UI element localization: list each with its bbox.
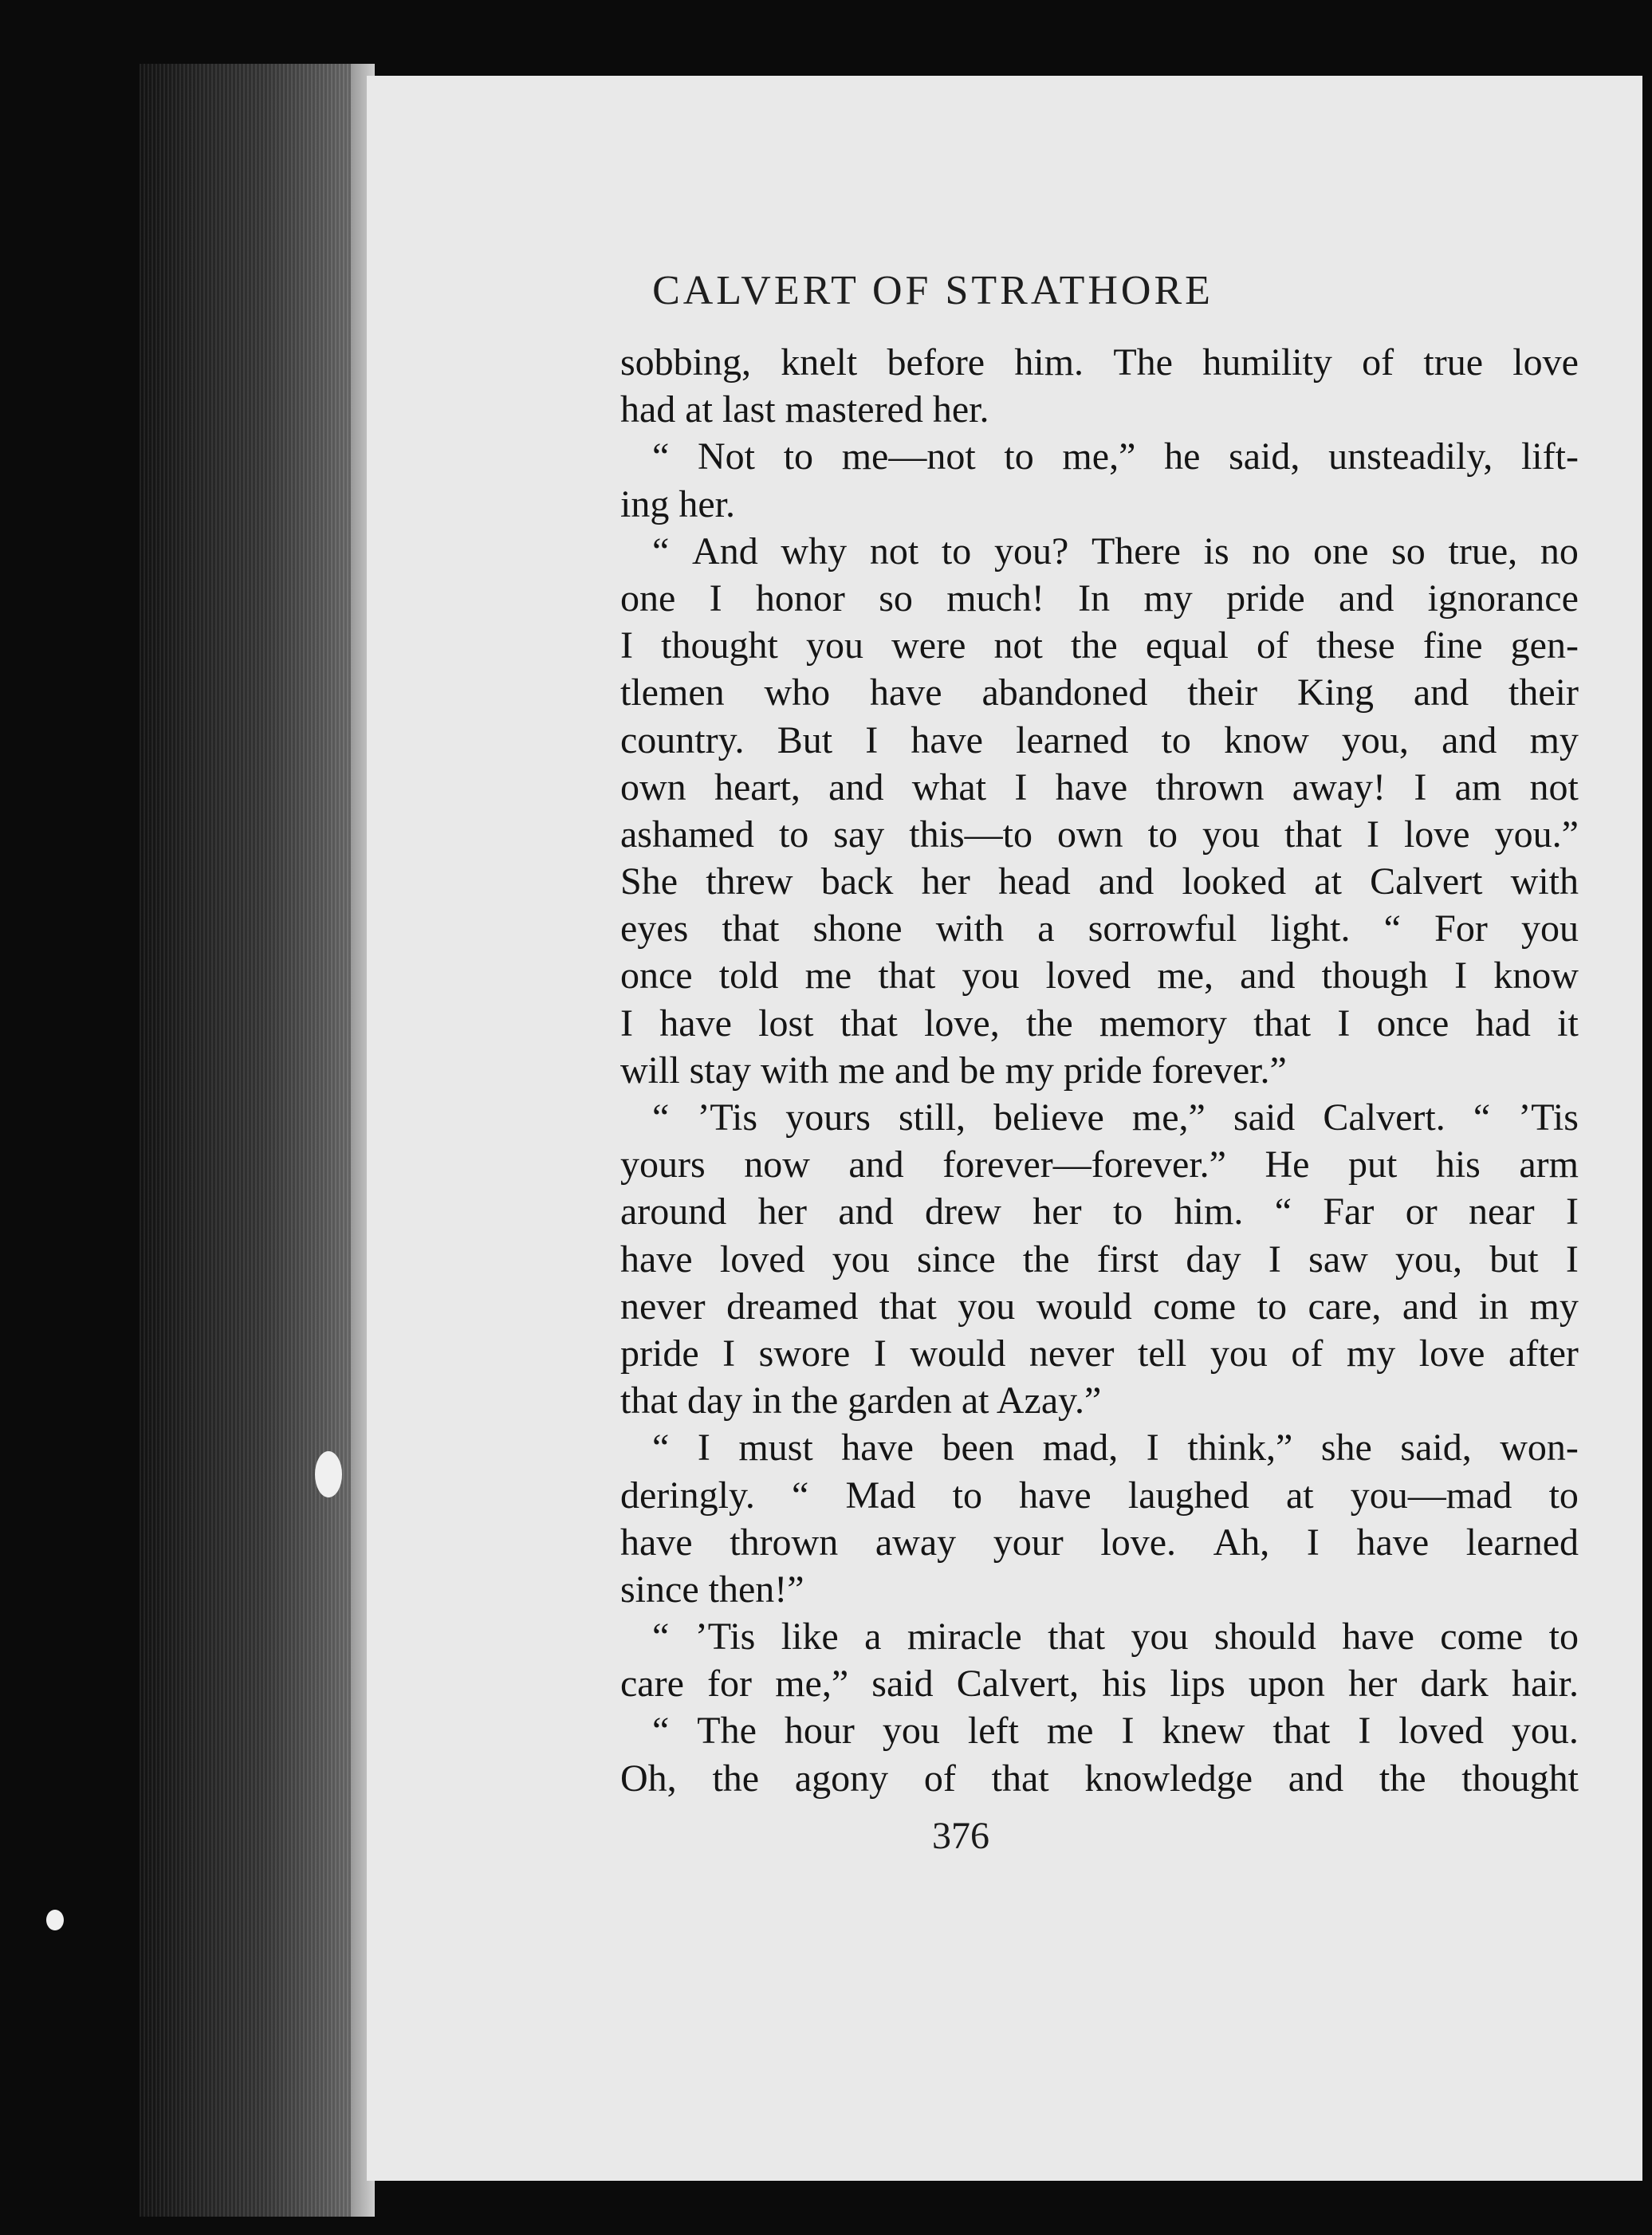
text-line: I thought you were not the equal of these fine gen- [620, 624, 1579, 667]
text-line: Oh, the agony of that knowledge and the thought [620, 1757, 1579, 1800]
text-line: She threw back her head and looked at Calvert with [620, 860, 1579, 903]
text-line: “ Not to me—not to me,” he said, unsteadily, lift- [652, 435, 1579, 478]
text-line: never dreamed that you would come to care, and in my [620, 1285, 1579, 1328]
text-line: country. But I have learned to know you, and my [620, 718, 1579, 761]
scan-speck [315, 1451, 342, 1497]
running-header: CALVERT OF STRATHORE [652, 268, 1213, 313]
text-line: pride I swore I would never tell you of my love after [620, 1332, 1579, 1375]
text-line: tlemen who have abandoned their King and their [620, 671, 1579, 714]
book-page-edges [140, 64, 367, 2217]
text-line: “ The hour you left me I knew that I loved you. [652, 1710, 1579, 1753]
book-page [367, 76, 1642, 2181]
text-line: “ And why not to you? There is no one so true, no [652, 529, 1579, 573]
text-line: sobbing, knelt before him. The humility of true love [620, 341, 1579, 384]
text-line: “ ’Tis like a miracle that you should have come to [652, 1615, 1579, 1659]
scan-speck [46, 1910, 64, 1930]
text-line: “ I must have been mad, I think,” she said, won- [652, 1426, 1579, 1470]
body-text [620, 339, 1579, 1802]
text-line: yours now and forever—forever.” He put his arm [620, 1143, 1579, 1186]
text-line: have thrown away your love. Ah, I have learned [620, 1521, 1579, 1564]
text-line: since then!” [620, 1568, 804, 1611]
text-line: ing her. [620, 482, 735, 525]
text-line: eyes that shone with a sorrowful light. “ For you [620, 907, 1579, 950]
text-line: one I honor so much! In my pride and ignorance [620, 576, 1579, 620]
text-line: will stay with me and be my pride forever.” [620, 1049, 1287, 1092]
text-line: once told me that you loved me, and though I know [620, 954, 1579, 997]
text-line: around her and drew her to him. “ Far or near I [620, 1190, 1579, 1234]
text-line: own heart, and what I have thrown away! I am not [620, 765, 1579, 809]
text-line: had at last mastered her. [620, 388, 989, 431]
page-number: 376 [932, 1815, 989, 1857]
text-line: ashamed to say this—to own to you that I love you.” [620, 813, 1579, 856]
text-line: I have lost that love, the memory that I once had it [620, 1001, 1579, 1045]
text-line: have loved you since the first day I saw you, but I [620, 1238, 1579, 1281]
text-line: that day in the garden at Azay.” [620, 1379, 1102, 1422]
text-line: “ ’Tis yours still, believe me,” said Calvert. “ ’Tis [652, 1096, 1579, 1139]
text-line: deringly. “ Mad to have laughed at you—mad to [620, 1474, 1579, 1517]
text-line: care for me,” said Calvert, his lips upon her dark hair. [620, 1662, 1579, 1706]
